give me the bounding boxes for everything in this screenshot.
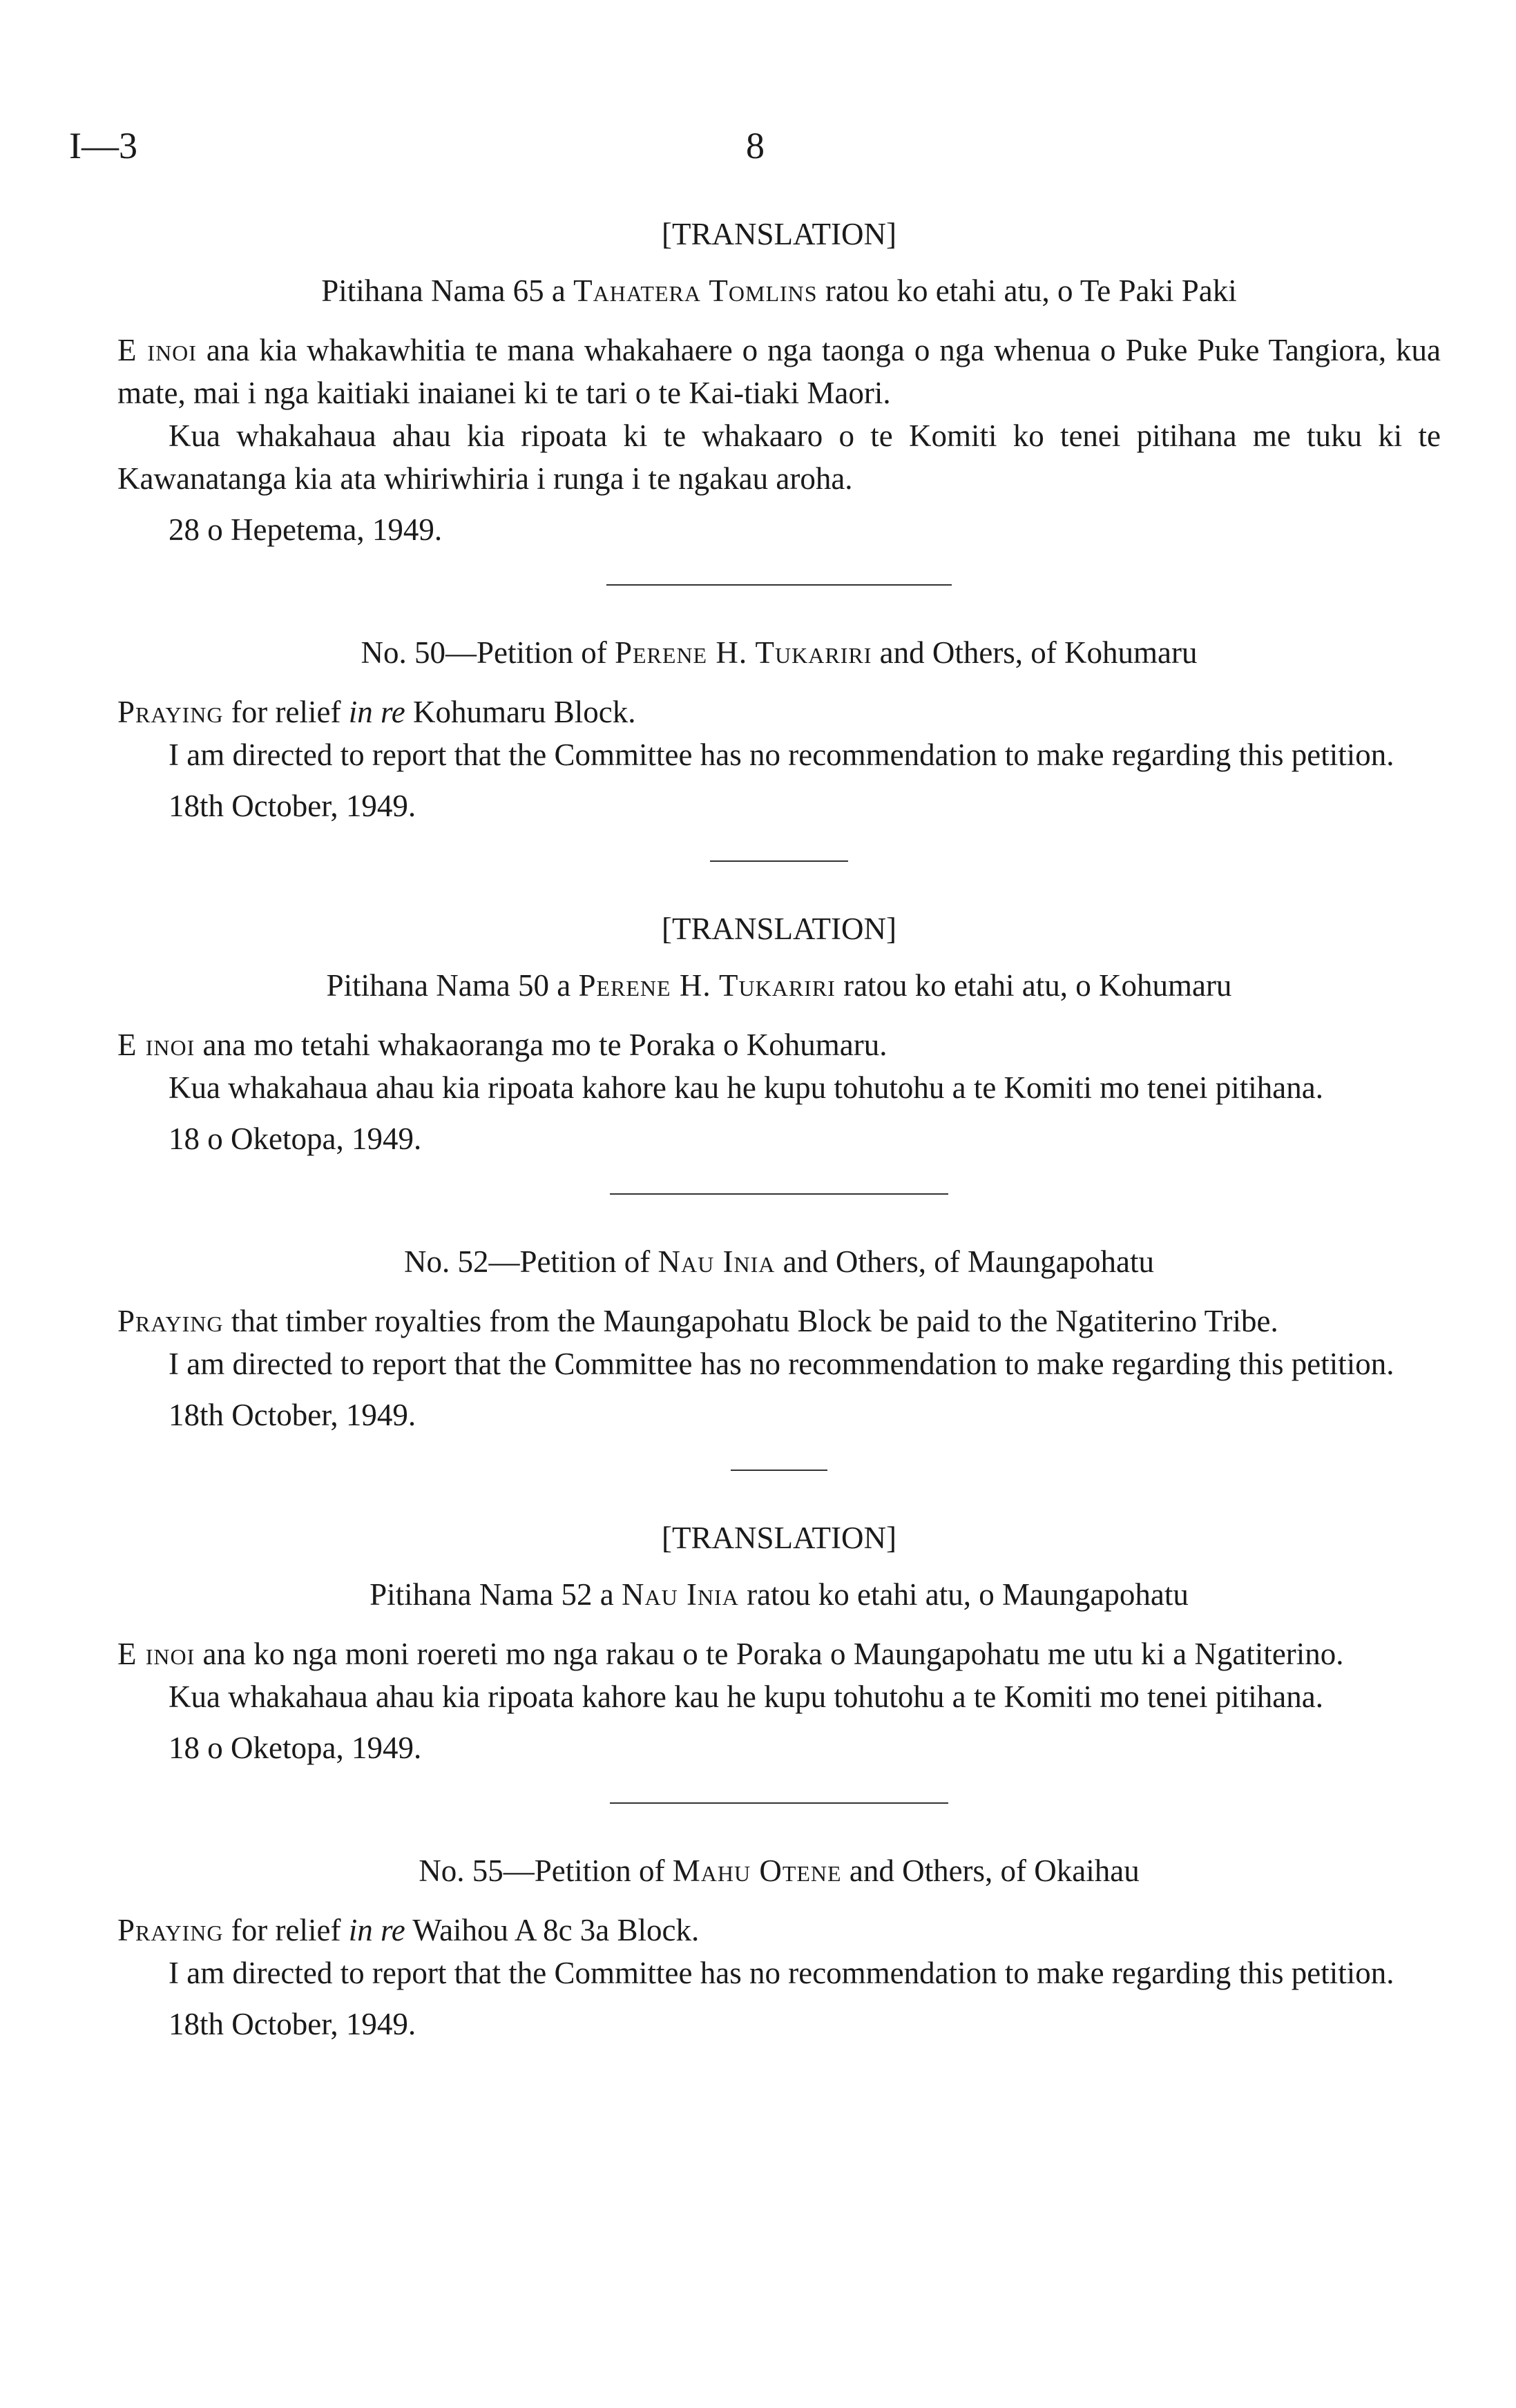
section-title [117, 1240, 1441, 1283]
section-divider [710, 860, 848, 862]
title-suffix: and Others, of Maungapohatu [775, 1244, 1154, 1279]
page-header [69, 124, 1450, 180]
petition-prayer [117, 1909, 1441, 1952]
prayer-lead: Praying [117, 1304, 224, 1338]
section-title [117, 1849, 1441, 1892]
committee-report: I am directed to report that the Committee has no recommendation to make regarding this petition. [169, 1347, 1394, 1381]
title-prefix: No. 55—Petition of [419, 1853, 673, 1888]
section-translation-65 [117, 213, 1441, 551]
title-prefix: Pitihana Nama 65 a [321, 273, 574, 308]
section-title [117, 964, 1441, 1007]
petitioner-name: Nau Inia [658, 1244, 776, 1279]
title-prefix: No. 50—Petition of [361, 635, 615, 670]
petitioner-name: Tahatera Tomlins [573, 273, 818, 308]
section-petition-50 [117, 631, 1441, 827]
section-translation-50 [117, 907, 1441, 1160]
translation-label: [TRANSLATION] [662, 912, 896, 946]
title-prefix: Pitihana Nama 50 a [326, 968, 579, 1003]
section-divider [606, 584, 952, 586]
title-prefix: No. 52—Petition of [404, 1244, 658, 1279]
committee-report: Kua whakahaua ahau kia ripoata ki te whakaaro o te Komiti ko tenei pitihana me tuku ki te Kawanatanga kia ata whiriwhiria i runga i te ngakau aroha. [117, 418, 1441, 496]
translation-label: [TRANSLATION] [662, 1521, 896, 1555]
parliamentary-paper-code: I—3 [69, 125, 137, 166]
prayer-text-pre: for relief [223, 1913, 349, 1947]
committee-report: I am directed to report that the Committee has no recommendation to make regarding this petition. [169, 738, 1394, 772]
report-date: 18 o Oketopa, 1949. [169, 1121, 422, 1156]
prayer-lead: E inoi [117, 1637, 195, 1671]
title-suffix: ratou ko etahi atu, o Te Paki Paki [817, 273, 1237, 308]
section-title [117, 631, 1441, 674]
prayer-lead: Praying [117, 695, 224, 729]
petition-prayer [117, 1632, 1441, 1675]
title-suffix: and Others, of Kohumaru [872, 635, 1198, 670]
prayer-text-post: Kohumaru Block. [405, 695, 636, 729]
title-suffix: ratou ko etahi atu, o Maungapohatu [738, 1577, 1189, 1612]
petition-prayer [117, 1023, 1441, 1066]
prayer-text-pre: for relief [223, 695, 349, 729]
committee-report: I am directed to report that the Committee has no recommendation to make regarding this petition. [169, 1956, 1394, 1990]
prayer-text: ana ko nga moni roereti mo nga rakau o te Poraka o Maungapohatu me utu ki a Ngatiterino. [195, 1637, 1344, 1671]
petitioner-name: Perene H. Tukariri [614, 635, 872, 670]
committee-report: Kua whakahaua ahau kia ripoata kahore kau he kupu tohutohu a te Komiti mo tenei pitihana. [169, 1679, 1323, 1714]
section-petition-52 [117, 1240, 1441, 1436]
committee-report: Kua whakahaua ahau kia ripoata kahore kau he kupu tohutohu a te Komiti mo tenei pitihana. [169, 1070, 1323, 1105]
section-title [117, 1573, 1441, 1616]
prayer-lead: Praying [117, 1913, 224, 1947]
report-date: 18th October, 1949. [169, 789, 416, 823]
title-prefix: Pitihana Nama 52 a [370, 1577, 622, 1612]
petition-prayer [117, 691, 1441, 733]
document-body [117, 213, 1441, 2045]
section-title [117, 269, 1441, 312]
title-suffix: and Others, of Okaihau [841, 1853, 1140, 1888]
report-date: 28 o Hepetema, 1949. [169, 512, 443, 547]
translation-label: [TRANSLATION] [662, 217, 896, 251]
section-petition-55 [117, 1849, 1441, 2045]
prayer-lead: E inoi [117, 333, 197, 367]
petition-prayer [117, 1300, 1441, 1342]
section-divider [610, 1193, 948, 1195]
petition-prayer [117, 329, 1441, 414]
petitioner-name: Mahu Otene [672, 1853, 842, 1888]
title-suffix: ratou ko etahi atu, o Kohumaru [835, 968, 1232, 1003]
prayer-lead: E inoi [117, 1028, 195, 1062]
prayer-text: ana mo tetahi whakaoranga mo te Poraka o Kohumaru. [195, 1028, 887, 1062]
prayer-text-italic: in re [348, 1913, 405, 1947]
prayer-text: ana kia whakawhitia te mana whakahaere o nga taonga o nga whenua o Puke Puke Tangiora, kua mate, mai i nga kaitiaki inaianei ki te tari o te Kai-tiaki Maori. [117, 333, 1441, 410]
prayer-text-italic: in re [348, 695, 405, 729]
page-number: 8 [746, 125, 765, 166]
section-divider [731, 1470, 827, 1471]
report-date: 18 o Oketopa, 1949. [169, 1731, 422, 1765]
section-divider [610, 1802, 948, 1804]
petitioner-name: Nau Inia [622, 1577, 739, 1612]
report-date: 18th October, 1949. [169, 2007, 416, 2041]
prayer-text: that timber royalties from the Maungapohatu Block be paid to the Ngatiterino Tribe. [223, 1304, 1278, 1338]
prayer-text-post: Waihou A 8c 3a Block. [405, 1913, 700, 1947]
petitioner-name: Perene H. Tukariri [578, 968, 836, 1003]
section-translation-52 [117, 1516, 1441, 1769]
report-date: 18th October, 1949. [169, 1398, 416, 1432]
